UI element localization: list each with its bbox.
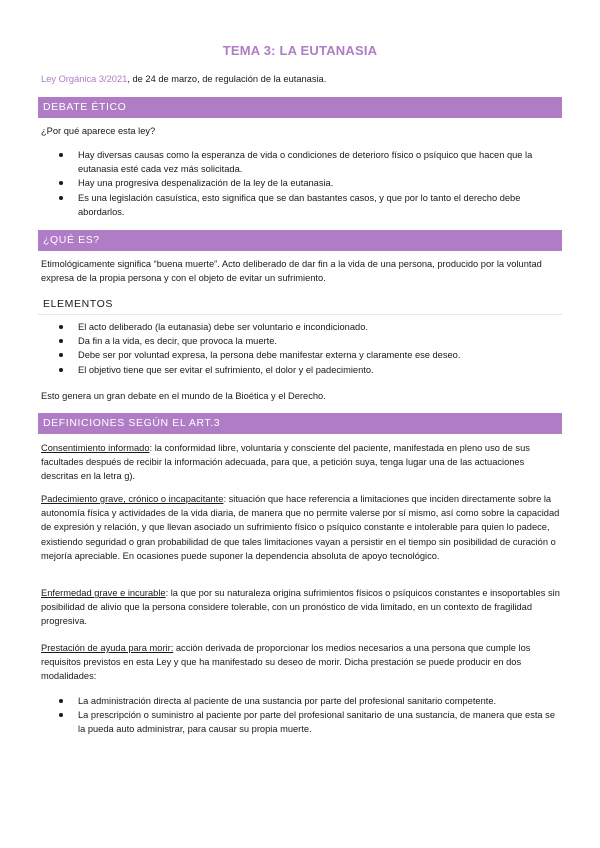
elementos-closing: Esto genera un gran debate en el mundo de la Bioética y el Derecho. [41,391,326,401]
list-item: Debe ser por voluntad expresa, la persona debe manifestar externa y claramente ese deseo. [41,348,561,362]
section-heading-definiciones: DEFINICIONES SEGÚN EL ART.3 [38,413,562,434]
law-text: , de 24 de marzo, de regulación de la eutanasia. [127,74,327,84]
section-heading-debate: DEBATE ÉTICO [38,97,562,118]
bullet-icon [59,699,63,703]
page-title: TEMA 3: LA EUTANASIA [222,43,378,58]
bullet-icon [59,339,63,343]
prestacion-list [41,694,561,737]
definition-padecimiento: Padecimiento grave, crónico o incapacitante: situación que hace referencia a limitaciones que inciden directamente sobre la autonomía física y actividades de la vida diaria, de manera que no permite valerse por sí mismo, así como sobre la capacidad de expresión y relación, y que llevan asociado un sufrimiento físico o psíquico constante e intolerable para quien lo padece, existiendo seguridad o gran probabilidad de que tales limitaciones vayan a persistir en el tiempo sin posibilidad de curación o mejoría apreciable. En ocasiones puede suponer la dependencia absoluta de apoyo tecnológico. [41,494,560,561]
list-item: La administración directa al paciente de una sustancia por parte del profesional sanitario competente. [41,694,561,708]
elementos-list [41,320,561,377]
definition-prestacion: Prestación de ayuda para morir: acción derivada de proporcionar los medios necesarios a una persona que cumple los requisitos previstos en esta Ley y que ha manifestado su deseo de morir. Dicha prestación se puede producir en dos modalidades: [41,643,531,682]
bullet-icon [59,181,63,185]
list-item: La prescripción o suministro al paciente por parte del profesional sanitario de una sustancia, de manera que esta se la pueda auto administrar, para causar su propia muerte. [41,708,561,736]
definition-term: Enfermedad grave e incurable [41,588,166,598]
list-item: El acto deliberado (la eutanasia) debe ser voluntario e incondicionado. [41,320,561,334]
debate-list [41,148,561,219]
bullet-icon [59,368,63,372]
definition-consentimiento: Consentimiento informado: la conformidad libre, voluntaria y consciente del paciente, manifestada en pleno uso de sus facultades después de recibir la información adecuada, para que, a petición suya, tenga lugar una de las actuaciones descritas en la letra g). [41,443,530,482]
bullet-icon [59,353,63,357]
bullet-icon [59,153,63,157]
law-reference [41,74,326,84]
bullet-icon [59,713,63,717]
bullet-icon [59,196,63,200]
list-item: Hay diversas causas como la esperanza de vida o condiciones de deterioro físico o psíquico que hacen que la eutanasia esté cada vez más solicitada. [41,148,561,176]
bullet-icon [59,325,63,329]
definition-enfermedad: Enfermedad grave e incurable: la que por su naturaleza origina sufrimientos físicos o psíquicos constantes e insoportables sin posibilidad de alivio que la persona considere tolerable, con un pronóstico de vida limitado, en un contexto de fragilidad progresiva. [41,588,560,627]
list-item: Hay una progresiva despenalización de la ley de la eutanasia. [41,176,561,190]
definition-term: Consentimiento informado [41,443,150,453]
section-heading-elementos: ELEMENTOS [38,294,562,315]
definition-term: Padecimiento grave, crónico o incapacitante [41,494,224,504]
law-link[interactable]: Ley Orgánica 3/2021 [41,74,128,84]
section-heading-que-es: ¿QUÉ ES? [38,230,562,251]
list-item: Es una legislación casuística, esto significa que se dan bastantes casos, y que por lo tanto el derecho debe abordarlos. [41,191,561,219]
debate-question: ¿Por qué aparece esta ley? [41,126,156,136]
list-item: Da fin a la vida, es decir, que provoca la muerte. [41,334,561,348]
que-es-text: Etimológicamente significa “buena muerte”. Acto deliberado de dar fin a la vida de una persona, producido por la voluntad expresa de la propia persona y con el objeto de evitar un sufrimiento. [41,259,542,284]
definition-term: Prestación de ayuda para morir: [41,643,174,653]
list-item: El objetivo tiene que ser evitar el sufrimiento, el dolor y el padecimiento. [41,363,561,377]
